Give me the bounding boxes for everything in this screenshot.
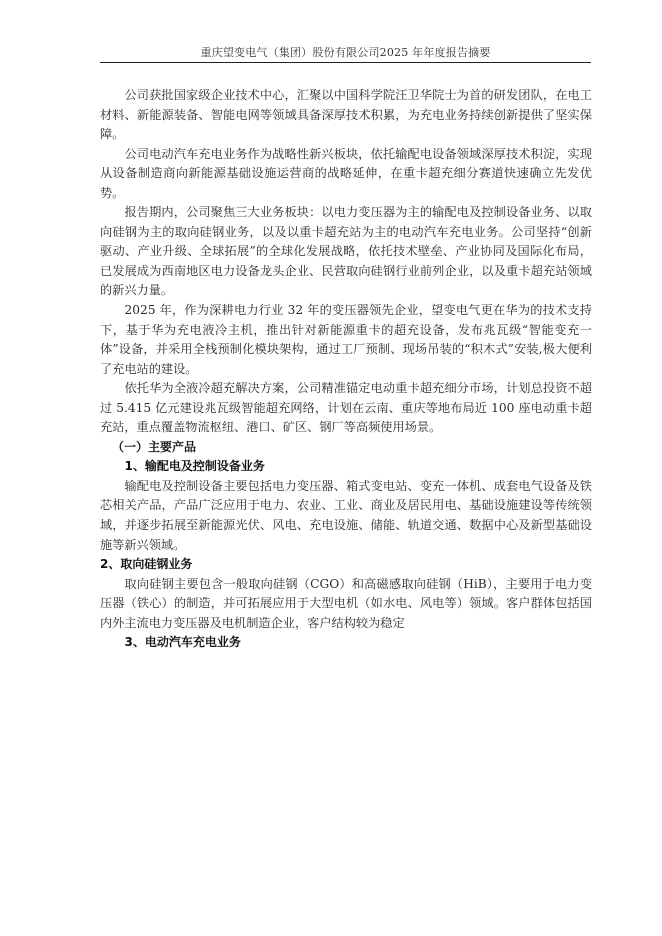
header-rule xyxy=(100,62,591,63)
paragraph-investment-plan: 依托华为全液冷超充解决方案，公司精准锚定电动重卡超充细分市场，计划总投资不超过 5.415 亿元建设兆瓦级智能超充网络，计划在云南、重庆等地布局近 100 座电动重卡超充站，重点覆盖物流枢纽、港口、矿区、钢厂等高频使用场景。 xyxy=(100,381,592,435)
paragraph-charging-strategy: 公司电动汽车充电业务作为战略性新兴板块，依托输配电设备领域深厚技术积淀，实现从设备制造商向新能源基础设施运营商的战略延伸，在重卡超充细分赛道快速确立先发优势。 xyxy=(100,146,592,200)
page-header-title: 重庆望变电气（集团）股份有限公司2025 年年度报告摘要 xyxy=(200,46,491,59)
paragraph-rd-team: 公司获批国家级企业技术中心，汇聚以中国科学院汪卫华院士为首的研发团队，在电工材料、新能源装备、智能电网等领域具备深厚技术积累，为充电业务持续创新提供了坚实保障。 xyxy=(100,88,592,142)
subheading-ev-charging: 3、电动汽车充电业务 xyxy=(124,635,241,650)
subheading-silicon-steel: 2、取向硅钢业务 xyxy=(100,557,193,572)
paragraph-silicon-steel: 取向硅钢主要包含一般取向硅钢（CGO）和高磁感取向硅钢（HiB），主要用于电力变压器（铁心）的制造，并可拓展应用于大型电机（如水电、风电等）领域。客户群体包括国内外主流电力变压器及电机制造企业，客户结构较为稳定 xyxy=(100,576,592,630)
document-body xyxy=(100,86,592,653)
section-heading-main-products: （一）主要产品 xyxy=(112,439,197,454)
paragraph-transmission-equipment: 输配电及控制设备主要包括电力变压器、箱式变电站、变充一体机、成套电气设备及铁芯相关产品，产品广泛应用于电力、农业、工业、商业及居民用电、基础设施建设等传统领域，并逐步拓展至新能源光伏、风电、充电设施、储能、轨道交通、数据中心及新型基础设施等新兴领域。 xyxy=(100,478,592,552)
paragraph-business-segments: 报告期内，公司聚焦三大业务板块：以电力变压器为主的输配电及控制设备业务、以取向硅钢为主的取向硅钢业务，以及以重卡超充站为主的电动汽车充电业务。公司坚持“创新驱动、产业升级、全球拓展”的全球化发展战略，依托技术壁垒、产业协同及国际化布局，已发展成为西南地区电力设备龙头企业、民营取向硅钢行业前列企业，以及重卡超充站领域的新兴力量。 xyxy=(100,205,592,298)
subheading-transmission-equipment: 1、输配电及控制设备业务 xyxy=(124,459,265,474)
paragraph-huawei-cooperation: 2025 年，作为深耕电力行业 32 年的变压器领先企业，望变电气更在华为的技术支持下，基于华为充电液冷主机，推出针对新能源重卡的超充设备，发布兆瓦级“智能变充一体”设备，并采用全栈预制化模块架构，通过工厂预制、现场吊装的“积木式”安装,极大便利了充电站的建设。 xyxy=(100,303,592,376)
